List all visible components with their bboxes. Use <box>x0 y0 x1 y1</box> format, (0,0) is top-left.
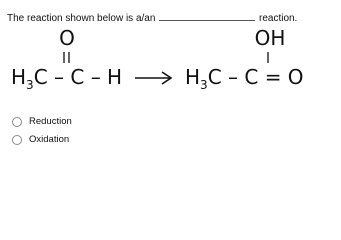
radio-oxidation[interactable] <box>12 135 22 145</box>
product-hydroxyl: OH <box>254 26 286 50</box>
reactant-oxygen: O <box>59 26 75 50</box>
reaction-arrow <box>135 72 171 84</box>
reactant-formula: $H_3C$ – C – H <box>11 65 123 92</box>
option-reduction[interactable] <box>12 115 72 128</box>
option-reduction-label: Reduction <box>29 116 72 127</box>
radio-reduction[interactable] <box>12 117 22 127</box>
answer-blank <box>159 11 255 21</box>
option-oxidation[interactable] <box>12 133 72 146</box>
option-oxidation-label: Oxidation <box>29 134 70 145</box>
question-suffix: reaction. <box>258 13 298 24</box>
answer-options <box>12 115 72 151</box>
product-structure <box>185 26 304 92</box>
reaction-diagram <box>0 26 341 106</box>
product-formula: $H_3C - C = O$ <box>185 65 304 92</box>
question-text <box>7 11 337 25</box>
reactant-structure <box>11 26 122 92</box>
question-prefix: The reaction shown below is a/an <box>7 13 156 24</box>
